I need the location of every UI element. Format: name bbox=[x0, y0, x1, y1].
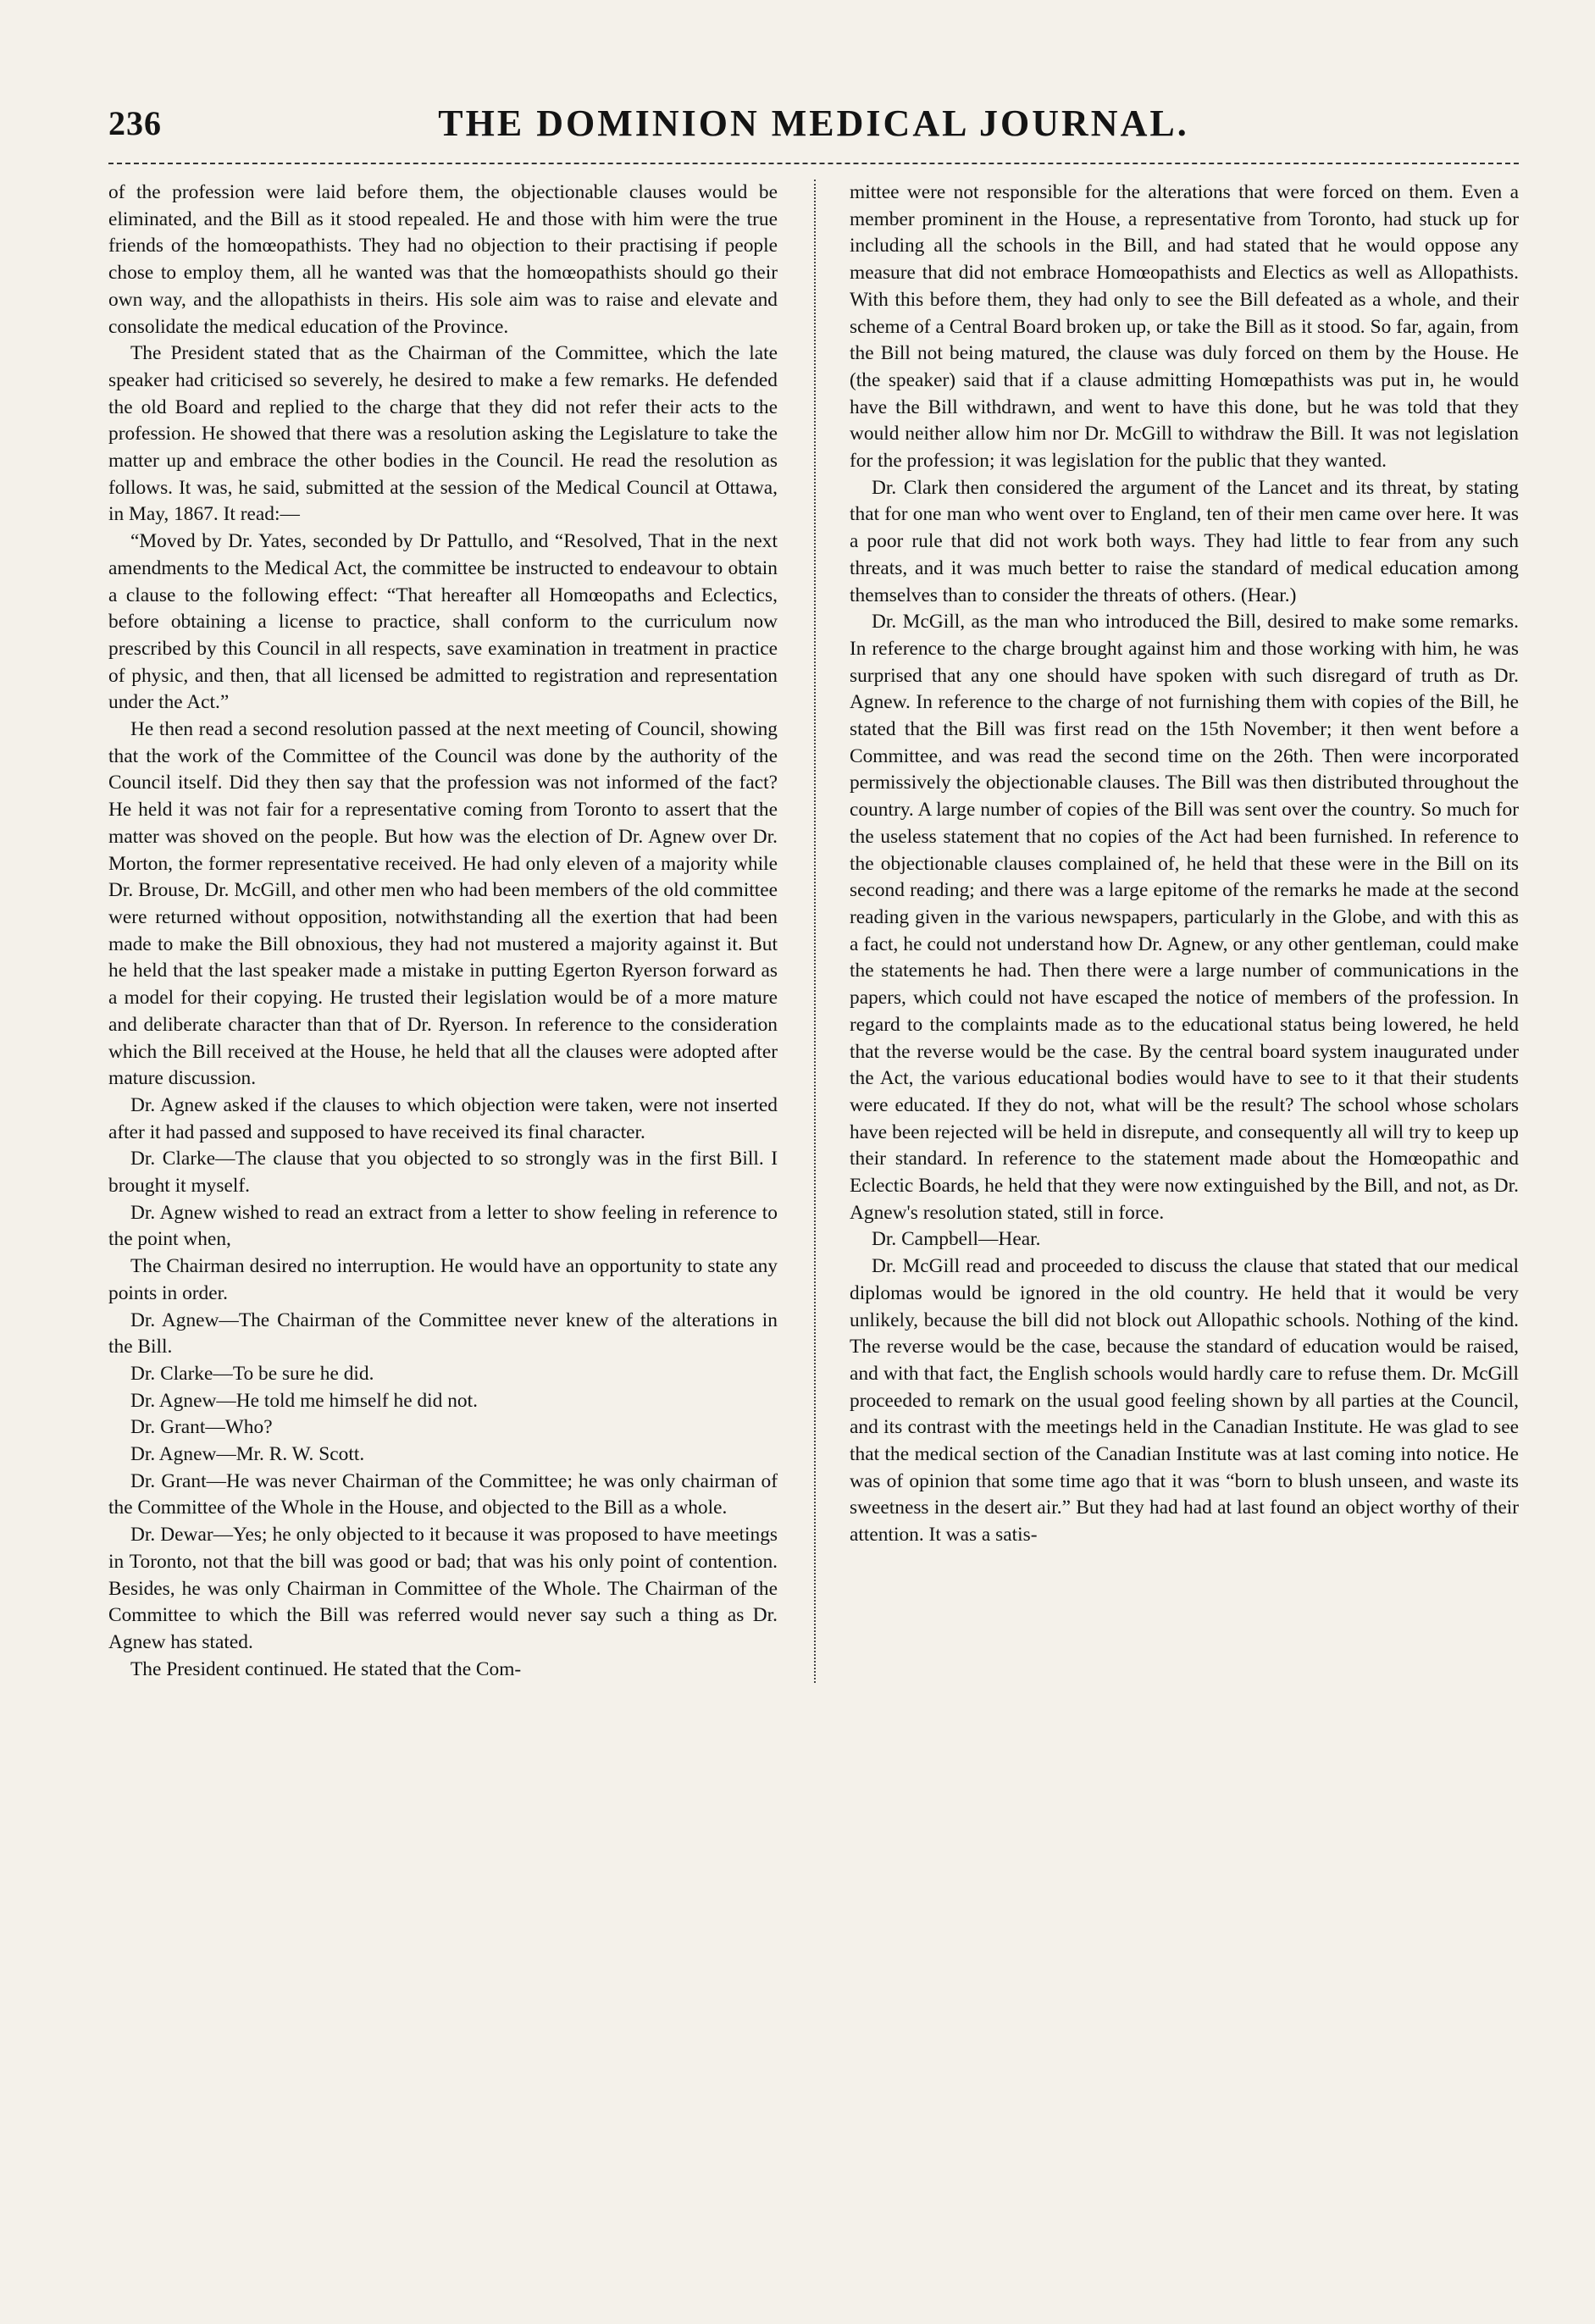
paragraph: Dr. Agnew asked if the clauses to which objection were taken, were not inserted after it had passed and supposed to have received its final character. bbox=[108, 1093, 778, 1143]
paragraph: Dr. Agnew—Mr. R. W. Scott. bbox=[130, 1443, 365, 1466]
paragraph: Dr. Clarke—To be sure he did. bbox=[130, 1362, 374, 1385]
paragraph: The President continued. He stated that the Com- bbox=[130, 1657, 522, 1680]
paragraph: The President stated that as the Chairman of the Committee, which the late speaker had criticised so severely, he desired to make a few remarks. He defended the old Board and replied to the charge that they did not refer their acts to the profession. He showed that there was a resolution asking the Legislature to take the matter up and embrace the other bodies in the Council. He read the resolution as follows. It was, he said, submitted at the session of the Medical Council at Ottawa, in May, 1867. It read:— bbox=[108, 342, 778, 526]
page-number: 236 bbox=[108, 104, 162, 142]
right-column bbox=[850, 180, 1519, 1683]
paragraph: of the profession were laid before them, the objectionable clauses would be eliminated, and the Bill as it stood repealed. He and those with him were the true friends of the homœopathists. They had no objection to their practising if people chose to employ them, all he wanted was that the homœopathists should go their own way, and the allopathists in theirs. His sole aim was to raise and elevate and consolidate the medical education of the Province. bbox=[108, 181, 778, 338]
journal-title: THE DOMINION MEDICAL JOURNAL. bbox=[438, 102, 1189, 144]
paragraph: The Chairman desired no interruption. He would have an opportunity to state any points in order. bbox=[108, 1255, 778, 1304]
left-column bbox=[108, 180, 778, 1683]
paragraph: Dr. Agnew—The Chairman of the Committee never knew of the alterations in the Bill. bbox=[108, 1309, 778, 1358]
paragraph: “Moved by Dr. Yates, seconded by Dr Pattullo, and “Resolved, That in the next amendments to the Medical Act, the committee be instructed to endeavour to obtain a clause to the following effect: “That hereafter all Homœopaths and Eclectics, before obtaining a license to practice, shall conform to the curriculum now prescribed by this Council in all respects, save examination in treatment in practice of physic, and then, that all licensed be admitted to registration and representation under the Act.” bbox=[108, 530, 778, 714]
paragraph: Dr. Clarke—The clause that you objected to so strongly was in the first Bill. I brought it myself. bbox=[108, 1148, 778, 1198]
paragraph: Dr. Grant—He was never Chairman of the Committee; he was only chairman of the Committee of the Whole in the House, and objected to the Bill as a whole. bbox=[108, 1469, 778, 1519]
paragraph: Dr. Dewar—Yes; he only objected to it because it was proposed to have meetings in Toronto, not that the bill was good or bad; that was his only point of contention. Besides, he was only Chairman in Committee of the Whole. The Chairman of the Committee to which the Bill was referred would never say such a thing as Dr. Agnew has stated. bbox=[108, 1524, 778, 1653]
paragraph: He then read a second resolution passed at the next meeting of Council, showing that the work of the Committee of the Council was done by the authority of the Council itself. Did they then say that the profession was not informed of the fact? He held it was not fair for a representative coming from Toronto to assert that the matter was shoved on the people. But how was the election of Dr. Agnew over Dr. Morton, the former representative received. He had only eleven of a majority while Dr. Brouse, Dr. McGill, and other men who had been members of the old committee were returned without opposition, notwithstanding all the exertion that had been made to make the Bill obnoxious, they had not mustered a majority against it. But he held that the last speaker made a mistake in putting Egerton Ryerson forward as a model for their copying. He trusted their legislation would be of a more mature and deliberate character than that of Dr. Ryerson. In reference to the consideration which the Bill received at the House, he held that all the clauses were adopted after mature discussion. bbox=[108, 718, 778, 1090]
header-rule bbox=[108, 163, 1519, 164]
paragraph: Dr. Grant—Who? bbox=[130, 1416, 273, 1439]
paragraph: Dr. Agnew wished to read an extract from a letter to show feeling in reference to the point when, bbox=[108, 1201, 778, 1251]
paragraph: mittee were not responsible for the alterations that were forced on them. Even a member prominent in the House, a representative from Toronto, had stuck up for including all the schools in the Bill, and had stated that he would oppose any measure that did not embrace Homœopathists and Electics as well as Allopathists. With this before them, they had only to see the Bill defeated as a whole, and their scheme of a Central Board broken up, or take the Bill as it stood. So far, again, from the Bill not being matured, the clause was duly forced on them by the House. He (the speaker) said that if a clause admitting Homœpathists was put in, he would have the Bill withdrawn, and went to have this done, but he was told that they would neither allow him nor Dr. McGill to withdraw the Bill. It was not legislation for the profession; it was legislation for the public that they wanted. bbox=[850, 181, 1519, 473]
paragraph: Dr. McGill, as the man who introduced the Bill, desired to make some remarks. In reference to the charge brought against him and those working with him, he was surprised that any one should have spoken with such disregard of truth as Dr. Agnew. In reference to the charge of not furnishing them with copies of the Bill, he stated that the Bill was first read on the 15th November; it then went before a Committee, and was read the second time on the 26th. Then were incorporated permissively the objectionable clauses. The Bill was then distributed throughout the country. A large number of copies of the Bill was sent over the country. So much for the useless statement that no copies of the Act had been furnished. In reference to the objectionable clauses complained of, he held that these were in the Bill on its second reading; and there was a large epitome of the remarks he made at the second reading given in the various newspapers, particularly in the Globe, and with this as a fact, he could not understand how Dr. Agnew, or any other gentleman, could make the statements he had. Then there were a large number of communications in the papers, which could not have escaped the notice of members of the profession. In regard to the complaints made as to the educational status being lowered, he held that the reverse would be the case. By the central board system inaugurated under the Act, the various educational bodies would have to see to it that their students were educated. If they do not, what will be the result? The school whose scholars have been rejected will be held in disrepute, and consequently all will try to keep up their standard. In reference to the statement made about the Homœopathic and Eclectic Boards, he held that they were now extinguished by the Bill, and not, as Dr. Agnew's resolution stated, still in force. bbox=[850, 611, 1519, 1224]
paragraph: Dr. Clark then considered the argument of the Lancet and its threat, by stating that for one man who went over to England, ten of their men came over here. It was a poor rule that did not work both ways. They had little to fear from any such threats, and it was much better to raise the standard of medical education among themselves than to consider the threats of others. (Hear.) bbox=[850, 476, 1519, 606]
column-divider bbox=[814, 180, 816, 1683]
paragraph: Dr. Agnew—He told me himself he did not. bbox=[130, 1389, 478, 1412]
page-header bbox=[108, 95, 1519, 154]
paragraph: Dr. McGill read and proceeded to discuss the clause that stated that our medical diplomas would be ignored in the old country. He held that it would be very unlikely, because the bill did not block out Allopathic schools. Nothing of the kind. The reverse would be the case, because the standard of education would be raised, and with that fact, the English schools would hardly care to refuse them. Dr. McGill proceeded to remark on the usual good feeling shown by all parties at the Council, and its contrast with the meetings held in the Canadian Institute. He was glad to see that the medical section of the Canadian Institute was at last coming into notice. He was of opinion that some time ago that it was “born to blush unseen, and waste its sweetness in the desert air.” But they had had at last found an object worthy of their attention. It was a satis- bbox=[850, 1255, 1519, 1547]
article-columns bbox=[108, 180, 1519, 1683]
paragraph: Dr. Campbell—Hear. bbox=[872, 1228, 1041, 1251]
